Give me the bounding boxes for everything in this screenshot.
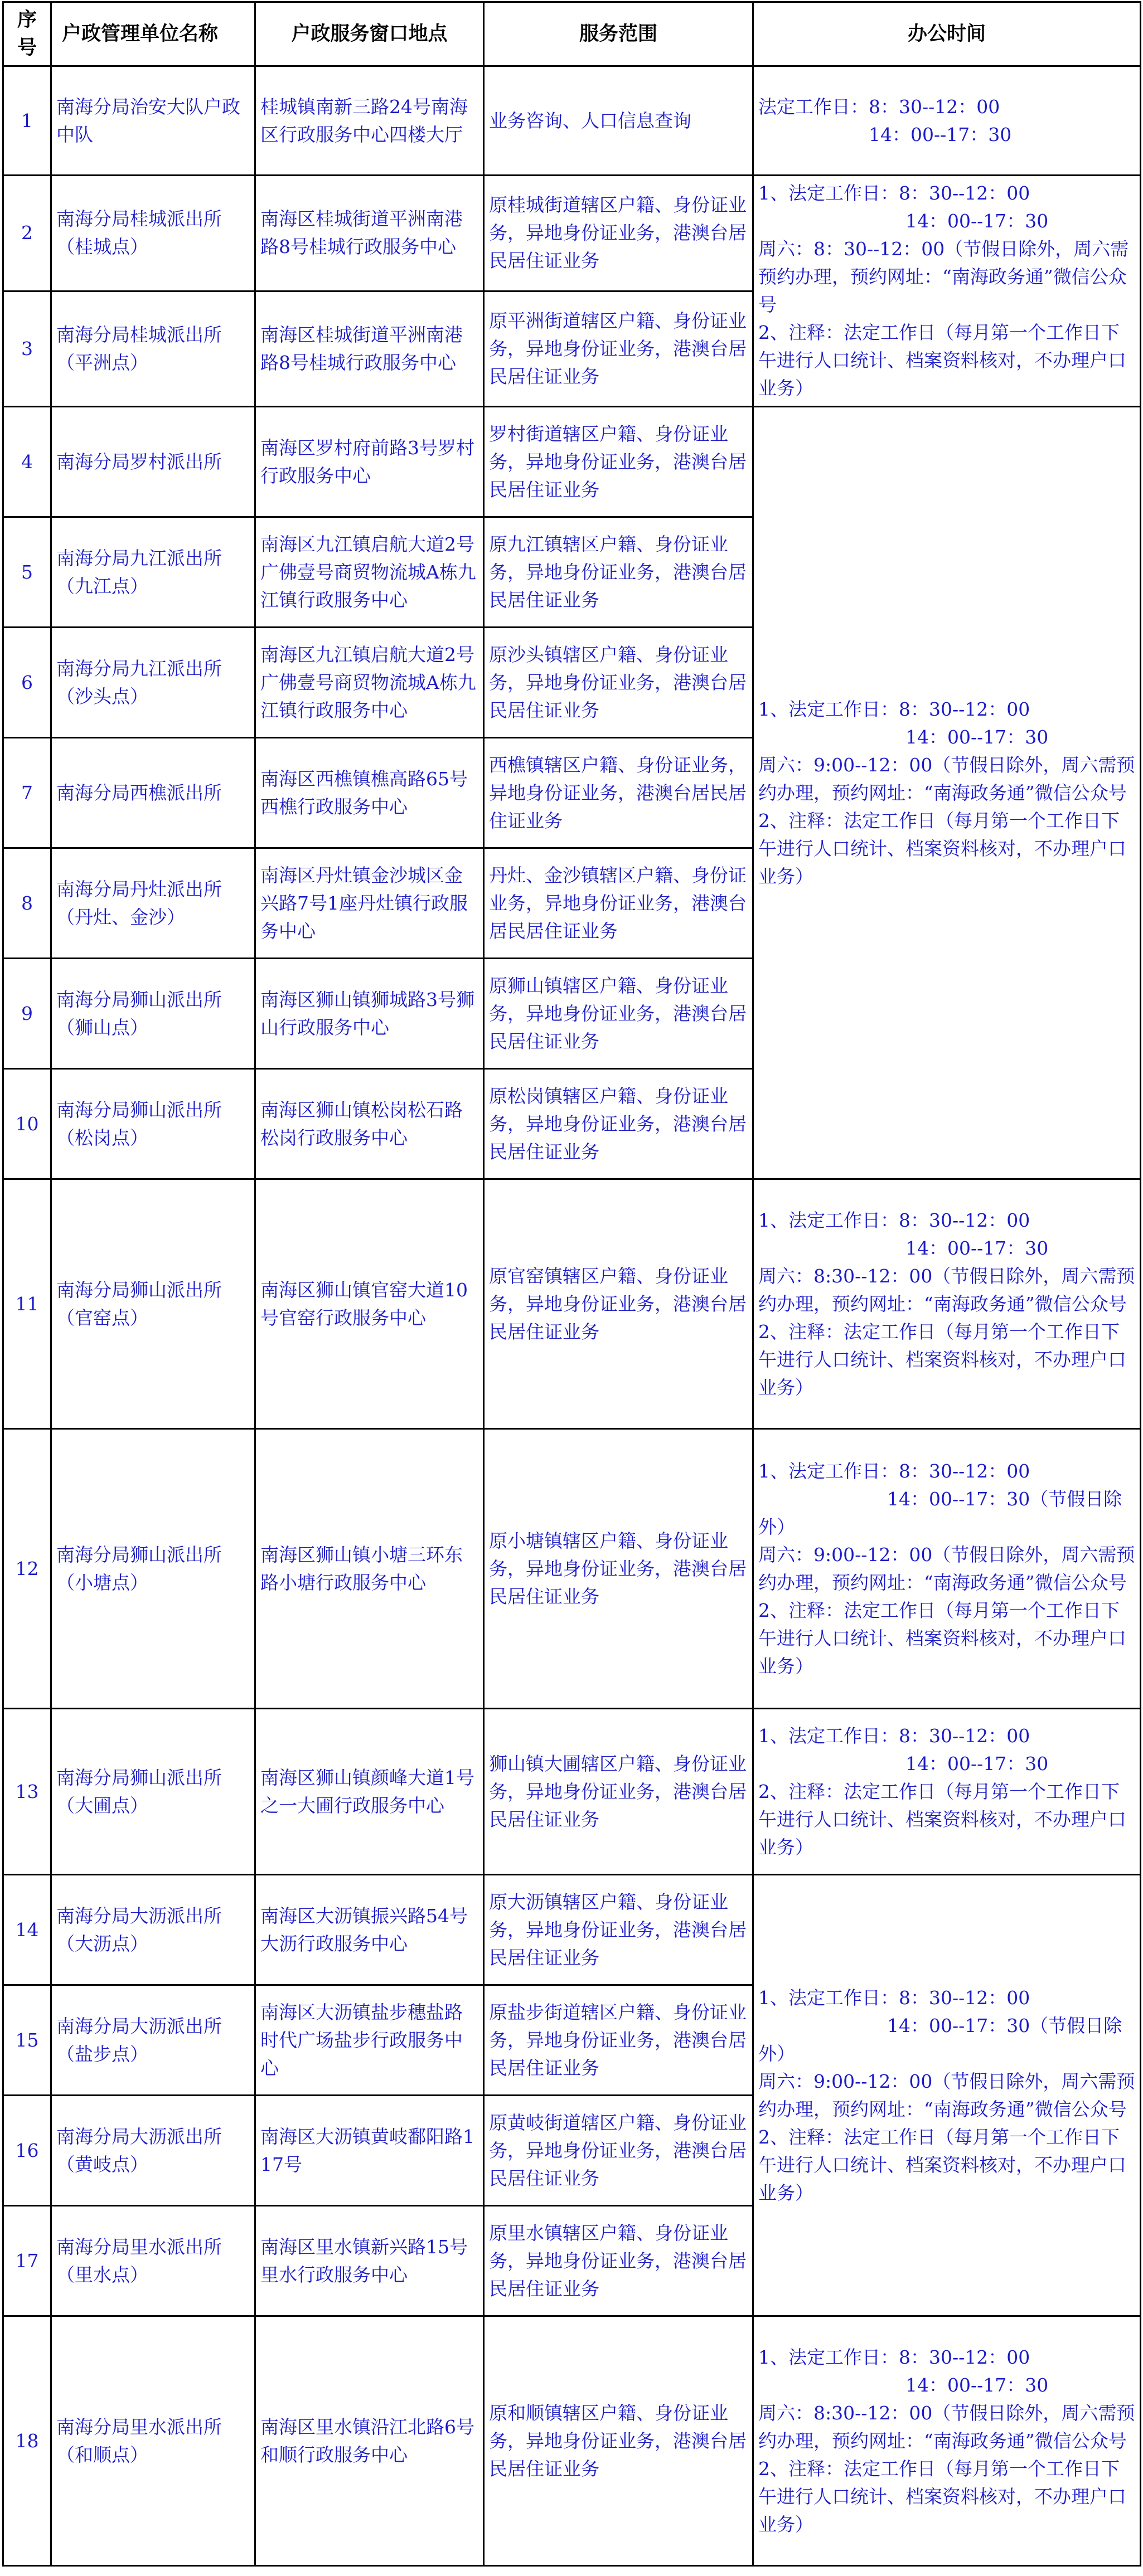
row-scope: 原里水镇辖区户籍、身份证业务，异地身份证业务，港澳台居民居住证业务 <box>484 2206 753 2316</box>
header-unit: 户政管理单位名称 <box>51 2 255 66</box>
row-unit: 南海分局狮山派出所（松岗点） <box>51 1069 255 1179</box>
row-addr: 南海区狮山镇松岗松石路松岗行政服务中心 <box>255 1069 484 1179</box>
row-hours: 1、法定工作日：8：30--12：00 14：00--17：30（节假日除外） 周六：9:00--12：00（节假日除外，周六需预约办理，预约网址：“南海政务通”微信公众号 2、注释：法定工作日（每月第一个工作日下午进行人口统计、档案资料核对，不办理户口业务） <box>753 1429 1141 1709</box>
row-addr: 南海区里水镇新兴路15号里水行政服务中心 <box>255 2206 484 2316</box>
row-addr: 南海区大沥镇盐步穗盐路时代广场盐步行政服务中心 <box>255 1985 484 2096</box>
row-num: 15 <box>3 1985 51 2096</box>
row-unit: 南海分局治安大队户政中队 <box>51 66 255 176</box>
row-num: 10 <box>3 1069 51 1179</box>
row-scope: 丹灶、金沙镇辖区户籍、身份证业务，异地身份证业务，港澳台居民居住证业务 <box>484 848 753 959</box>
row-num: 13 <box>3 1709 51 1875</box>
row-scope: 狮山镇大圃辖区户籍、身份证业务，异地身份证业务，港澳台居民居住证业务 <box>484 1709 753 1875</box>
row-addr: 南海区丹灶镇金沙城区金兴路7号1座丹灶镇行政服务中心 <box>255 848 484 959</box>
row-scope: 原九江镇辖区户籍、身份证业务，异地身份证业务，港澳台居民居住证业务 <box>484 517 753 628</box>
table-row <box>3 66 1141 176</box>
row-scope: 原和顺镇辖区户籍、身份证业务，异地身份证业务，港澳台居民居住证业务 <box>484 2316 753 2566</box>
row-addr: 南海区狮山镇颜峰大道1号之一大圃行政服务中心 <box>255 1709 484 1875</box>
table-row <box>3 407 1141 517</box>
row-num: 6 <box>3 628 51 738</box>
row-unit: 南海分局大沥派出所（大沥点） <box>51 1875 255 1985</box>
row-unit: 南海分局桂城派出所（平洲点） <box>51 291 255 407</box>
row-scope: 原小塘镇辖区户籍、身份证业务，异地身份证业务，港澳台居民居住证业务 <box>484 1429 753 1709</box>
row-addr: 南海区狮山镇狮城路3号狮山行政服务中心 <box>255 959 484 1069</box>
row-scope: 西樵镇辖区户籍、身份证业务，异地身份证业务，港澳台居民居住证业务 <box>484 738 753 848</box>
row-hours: 法定工作日：8：30--12：00 14：00--17：30 <box>753 66 1141 176</box>
row-hours: 1、法定工作日：8：30--12：00 14：00--17：30 周六：8:30--12：00（节假日除外，周六需预约办理，预约网址：“南海政务通”微信公众号 2、注释：法定工作日（每月第一个工作日下午进行人口统计、档案资料核对，不办理户口业务） <box>753 2316 1141 2566</box>
row-num: 16 <box>3 2096 51 2206</box>
row-addr: 桂城镇南新三路24号南海区行政服务中心四楼大厅 <box>255 66 484 176</box>
header-num: 序号 <box>3 2 51 66</box>
row-scope: 原沙头镇辖区户籍、身份证业务，异地身份证业务，港澳台居民居住证业务 <box>484 628 753 738</box>
row-num: 3 <box>3 291 51 407</box>
row-num: 9 <box>3 959 51 1069</box>
row-addr: 南海区大沥镇振兴路54号大沥行政服务中心 <box>255 1875 484 1985</box>
row-hours: 1、法定工作日：8：30--12：00 14：00--17：30 周六：9:00--12：00（节假日除外，周六需预约办理，预约网址：“南海政务通”微信公众号 2、注释：法定工作日（每月第一个工作日下午进行人口统计、档案资料核对，不办理户口业务） <box>753 407 1141 1179</box>
table-row <box>3 1875 1141 1985</box>
row-num: 2 <box>3 176 51 291</box>
row-num: 14 <box>3 1875 51 1985</box>
row-unit: 南海分局狮山派出所（大圃点） <box>51 1709 255 1875</box>
row-hours: 1、法定工作日：8：30--12：00 14：00--17：30 2、注释：法定工作日（每月第一个工作日下午进行人口统计、档案资料核对，不办理户口业务） <box>753 1709 1141 1875</box>
row-unit: 南海分局里水派出所（和顺点） <box>51 2316 255 2566</box>
household-registration-table <box>2 1 1141 2567</box>
row-addr: 南海区里水镇沿江北路6号和顺行政服务中心 <box>255 2316 484 2566</box>
row-scope: 原狮山镇辖区户籍、身份证业务，异地身份证业务，港澳台居民居住证业务 <box>484 959 753 1069</box>
row-addr: 南海区西樵镇樵高路65号西樵行政服务中心 <box>255 738 484 848</box>
row-num: 18 <box>3 2316 51 2566</box>
row-scope: 原桂城街道辖区户籍、身份证业务，异地身份证业务，港澳台居民居住证业务 <box>484 176 753 291</box>
row-scope: 原盐步街道辖区户籍、身份证业务，异地身份证业务，港澳台居民居住证业务 <box>484 1985 753 2096</box>
row-scope: 原平洲街道辖区户籍、身份证业务，异地身份证业务，港澳台居民居住证业务 <box>484 291 753 407</box>
table-row <box>3 176 1141 291</box>
row-num: 5 <box>3 517 51 628</box>
row-addr: 南海区桂城街道平洲南港路8号桂城行政服务中心 <box>255 176 484 291</box>
header-addr: 户政服务窗口地点 <box>255 2 484 66</box>
row-scope: 原松岗镇辖区户籍、身份证业务，异地身份证业务，港澳台居民居住证业务 <box>484 1069 753 1179</box>
row-num: 12 <box>3 1429 51 1709</box>
row-addr: 南海区九江镇启航大道2号广佛壹号商贸物流城A栋九江镇行政服务中心 <box>255 628 484 738</box>
header-row <box>3 2 1141 66</box>
row-addr: 南海区罗村府前路3号罗村行政服务中心 <box>255 407 484 517</box>
row-unit: 南海分局罗村派出所 <box>51 407 255 517</box>
row-unit: 南海分局狮山派出所（官窑点） <box>51 1179 255 1429</box>
row-unit: 南海分局狮山派出所（狮山点） <box>51 959 255 1069</box>
header-hours: 办公时间 <box>753 2 1141 66</box>
table-row <box>3 1709 1141 1875</box>
row-addr: 南海区大沥镇黄岐鄱阳路117号 <box>255 2096 484 2206</box>
row-unit: 南海分局九江派出所（九江点） <box>51 517 255 628</box>
row-num: 11 <box>3 1179 51 1429</box>
row-scope: 原官窑镇辖区户籍、身份证业务，异地身份证业务，港澳台居民居住证业务 <box>484 1179 753 1429</box>
row-unit: 南海分局九江派出所（沙头点） <box>51 628 255 738</box>
row-unit: 南海分局大沥派出所（黄岐点） <box>51 2096 255 2206</box>
row-num: 4 <box>3 407 51 517</box>
row-num: 8 <box>3 848 51 959</box>
row-hours: 1、法定工作日：8：30--12：00 14：00--17：30 周六：8:30--12：00（节假日除外，周六需预约办理，预约网址：“南海政务通”微信公众号 2、注释：法定工作日（每月第一个工作日下午进行人口统计、档案资料核对，不办理户口业务） <box>753 1179 1141 1429</box>
row-unit: 南海分局里水派出所（里水点） <box>51 2206 255 2316</box>
row-hours: 1、法定工作日：8：30--12：00 14：00--17：30 周六：8：30--12：00（节假日除外，周六需预约办理，预约网址：“南海政务通”微信公众号 2、注释：法定工作日（每月第一个工作日下午进行人口统计、档案资料核对，不办理户口业务） <box>753 176 1141 407</box>
row-addr: 南海区九江镇启航大道2号广佛壹号商贸物流城A栋九江镇行政服务中心 <box>255 517 484 628</box>
row-scope: 原黄岐街道辖区户籍、身份证业务，异地身份证业务，港澳台居民居住证业务 <box>484 2096 753 2206</box>
row-unit: 南海分局桂城派出所（桂城点） <box>51 176 255 291</box>
row-addr: 南海区狮山镇官窑大道10号官窑行政服务中心 <box>255 1179 484 1429</box>
row-scope: 业务咨询、人口信息查询 <box>484 66 753 176</box>
row-num: 1 <box>3 66 51 176</box>
row-addr: 南海区狮山镇小塘三环东路小塘行政服务中心 <box>255 1429 484 1709</box>
row-unit: 南海分局西樵派出所 <box>51 738 255 848</box>
row-scope: 原大沥镇辖区户籍、身份证业务，异地身份证业务，港澳台居民居住证业务 <box>484 1875 753 1985</box>
row-unit: 南海分局狮山派出所（小塘点） <box>51 1429 255 1709</box>
row-addr: 南海区桂城街道平洲南港路8号桂城行政服务中心 <box>255 291 484 407</box>
row-hours: 1、法定工作日：8：30--12：00 14：00--17：30（节假日除外） 周六：9:00--12：00（节假日除外，周六需预约办理，预约网址：“南海政务通”微信公众号 2、注释：法定工作日（每月第一个工作日下午进行人口统计、档案资料核对，不办理户口业务） <box>753 1875 1141 2316</box>
header-scope: 服务范围 <box>484 2 753 66</box>
table-row <box>3 1179 1141 1429</box>
row-num: 17 <box>3 2206 51 2316</box>
table-row <box>3 2316 1141 2566</box>
row-unit: 南海分局大沥派出所（盐步点） <box>51 1985 255 2096</box>
row-num: 7 <box>3 738 51 848</box>
row-scope: 罗村街道辖区户籍、身份证业务，异地身份证业务，港澳台居民居住证业务 <box>484 407 753 517</box>
row-unit: 南海分局丹灶派出所（丹灶、金沙） <box>51 848 255 959</box>
table-row <box>3 1429 1141 1709</box>
